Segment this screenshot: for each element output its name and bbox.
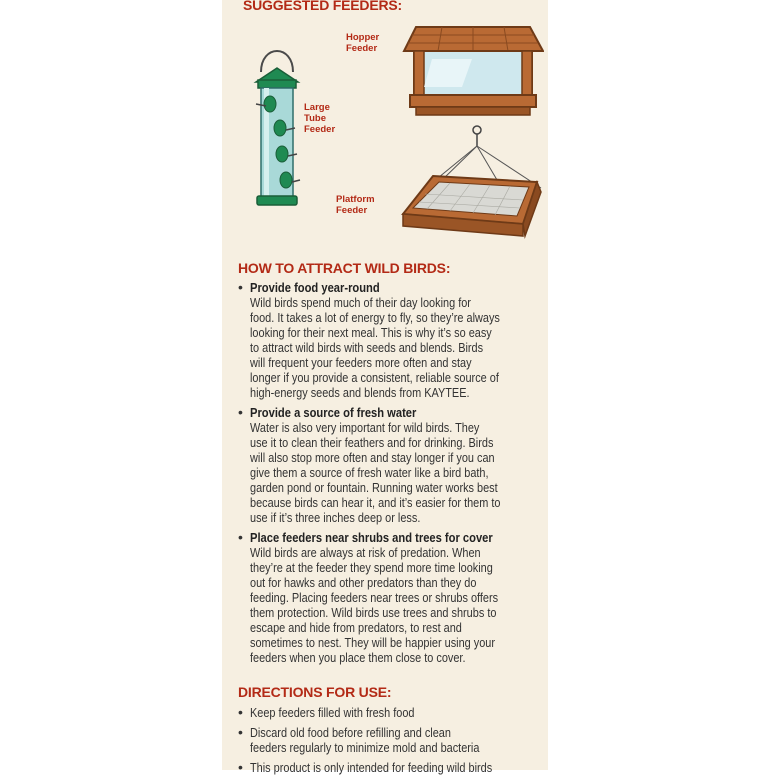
bullet-dot: • [238,759,243,775]
attract-item-line: out for hawks and other predators than they do [250,575,477,590]
bullet-dot: • [238,404,243,420]
bullet-dot: • [238,724,243,740]
attract-item-line: looking for their next meal. This is why it’s so easy [250,325,492,340]
bullet-dot: • [238,704,243,720]
attract-item-line: use if it’s three inches deep or less. [250,510,421,525]
tube-feeder-illustration [248,42,308,212]
attract-item-line: Water is also very important for wild birds. They [250,420,480,435]
directions-item [238,725,543,755]
directions-line: Keep feeders filled with fresh food [250,705,415,720]
directions-line: Discard old food before refilling and clean [250,725,451,740]
attract-item-food [238,280,543,400]
directions-line: This product is only intended for feeding wild birds [250,760,493,775]
attract-item-heading: Provide a source of fresh water [250,405,417,420]
attract-item-heading: Provide food year-round [250,280,380,295]
platform-feeder-label: Platform Feeder [336,194,375,216]
attract-item-line: to attract wild birds with seeds and blends. Birds [250,340,484,355]
suggested-feeders-title: SUGGESTED FEEDERS: [243,0,402,13]
attract-item-line: high-energy seeds and blends from KAYTEE. [250,385,470,400]
bullet-dot: • [238,279,243,295]
attract-item-line: food. It takes a lot of energy to fly, so they’re always [250,310,500,325]
attract-item-line: them protection. Wild birds use trees and shrubs to [250,605,497,620]
attract-item-line: will also stop more often and stay longer if you can [250,450,495,465]
directions-item [238,760,543,775]
attract-item-line: Wild birds are always at risk of predation. When [250,545,481,560]
attract-item-line: feeders when you place them close to cover. [250,650,466,665]
attract-item-line: longer if you provide a consistent, reliable source of [250,370,499,385]
directions-title: DIRECTIONS FOR USE: [238,684,392,700]
attract-item-line: because birds can hear it, and it’s easier for them to [250,495,501,510]
attract-title: HOW TO ATTRACT WILD BIRDS: [238,260,451,276]
hopper-feeder-label: Hopper Feeder [346,32,380,54]
attract-item-water [238,405,543,525]
tube-feeder-label: Large Tube Feeder [304,102,336,135]
attract-item-line: use it to clean their feathers and for drinking. Birds [250,435,494,450]
attract-item-heading: Place feeders near shrubs and trees for cover [250,530,493,545]
platform-feeder-illustration [395,124,545,256]
attract-item-line: will frequent your feeders more often and stay [250,355,472,370]
attract-list [238,280,543,665]
attract-item-line: they’re at the feeder they spend more time looking [250,560,493,575]
attract-item-line: escape and hide from predators, to rest and [250,620,462,635]
attract-item-line: give them a source of fresh water like a bird bath, [250,465,489,480]
bullet-dot: • [238,529,243,545]
directions-line: feeders regularly to minimize mold and bacteria [250,740,480,755]
attract-item-line: Wild birds spend much of their day looking for [250,295,471,310]
attract-item-line: feeding. Placing feeders near trees or shrubs offers [250,590,499,605]
hopper-feeder-illustration [402,25,544,121]
attract-item-line: garden pond or fountain. Running water works best [250,480,498,495]
directions-item [238,705,543,720]
directions-list [238,705,543,775]
attract-item-cover [238,530,543,665]
attract-item-line: sometimes to nest. They will be happier using your [250,635,496,650]
